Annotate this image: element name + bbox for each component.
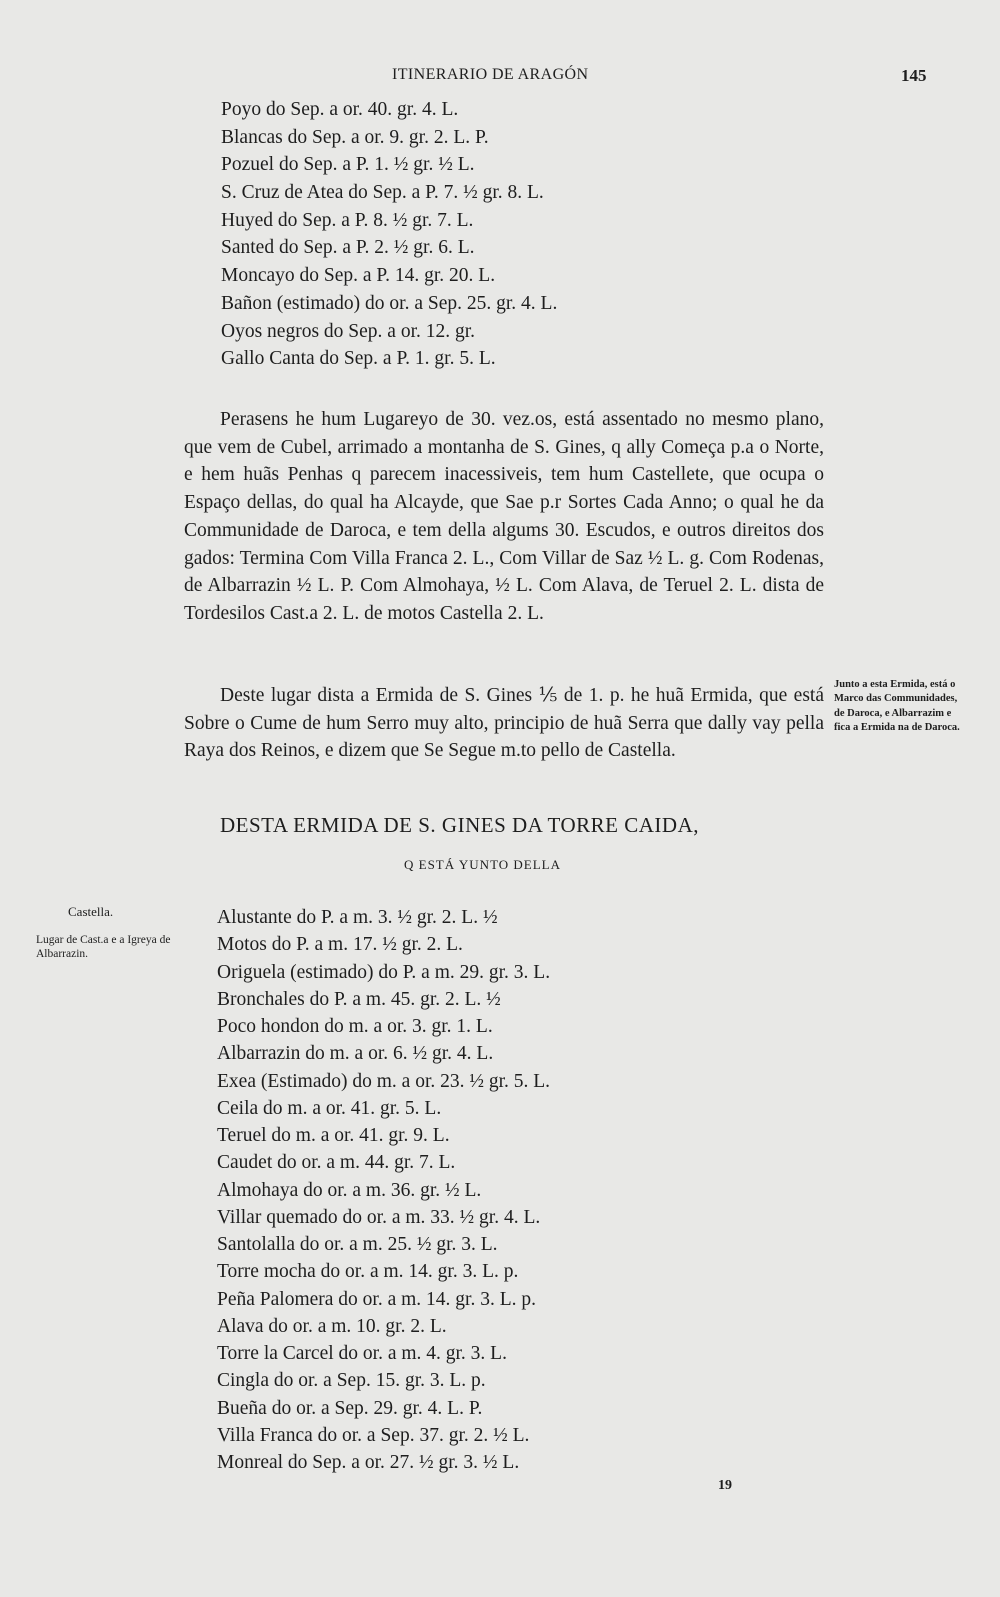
list-item: Bronchales do P. a m. 45. gr. 2. L. ½ (217, 988, 501, 1010)
list-item: Alava do or. a m. 10. gr. 2. L. (217, 1315, 447, 1337)
running-header: ITINERARIO DE ARAGÓN (392, 66, 589, 83)
list-item: Santed do Sep. a P. 2. ½ gr. 6. L. (221, 237, 475, 259)
list-item: Santolalla do or. a m. 25. ½ gr. 3. L. (217, 1234, 498, 1255)
list-item: Poco hondon do m. a or. 3. gr. 1. L. (217, 1016, 493, 1037)
list-item: Bueña do or. a Sep. 29. gr. 4. L. P. (217, 1397, 483, 1419)
list-item: Torre la Carcel do or. a m. 4. gr. 3. L. (217, 1343, 507, 1364)
margin-note-right: Junto a esta Ermida, está o Marco das Communidades, de Daroca, e Albarrazim e fica a Ermida na de Daroca. (834, 679, 960, 733)
list-item: Albarrazin do m. a or. 6. ½ gr. 4. L. (217, 1043, 494, 1065)
section-heading: DESTA ERMIDA DE S. GINES DA TORRE CAIDA, (220, 813, 699, 837)
list-item: Origuela (estimado) do P. a m. 29. gr. 3. L. (217, 961, 551, 983)
list-item: Villar quemado do or. a m. 33. ½ gr. 4. L. (217, 1206, 541, 1228)
list-item: Peña Palomera do or. a m. 14. gr. 3. L. p. (217, 1288, 536, 1310)
paragraph-ermida: Deste lugar dista a Ermida de S. Gines ⅕ de 1. p. he huã Ermida, que está Sobre o Cume de hum Serro muy alto, principio de huã Serra que dally vay pella Raya dos Reinos, e dizem que Se Segue m.to pello de Castella. (184, 685, 824, 762)
margin-note-left-lugar: Lugar de Cast.a e a Igreya de Albarrazin. (36, 934, 171, 960)
list-item: Almohaya do or. a m. 36. gr. ½ L. (217, 1179, 482, 1201)
list-item: Exea (Estimado) do m. a or. 23. ½ gr. 5. L. (217, 1070, 551, 1092)
margin-note-left-castella: Castella. (68, 904, 114, 919)
list-item: S. Cruz de Atea do Sep. a P. 7. ½ gr. 8. L. (221, 182, 544, 204)
list-item: Bañon (estimado) do or. a Sep. 25. gr. 4. L. (221, 292, 558, 314)
list-item: Cingla do or. a Sep. 15. gr. 3. L. p. (217, 1370, 486, 1392)
list-item: Gallo Canta do Sep. a P. 1. gr. 5. L. (221, 348, 496, 370)
paragraph-perasens: Perasens he hum Lugareyo de 30. vez.os, está assentado no mesmo plano, que vem de Cubel, arrimado a montanha de S. Gines, q ally Começa p.a o Norte, e hem huãs Penhas q parecem inacessiveis, tem hum Castellete, que ocupa o Espaço dellas, do qual ha Alcayde, que Sae p.r Sortes Cada Anno; o qual he da Communidade de Daroca, e tem della algums 30. Escudos, e outros direitos dos gados: Termina Com Villa Franca 2. L., Com Villar de Saz ½ L. g. Com Rodenas, de Albarrazin ½ L. P. Com Almohaya, ½ L. Com Alava, de Teruel 2. L. dista de Tordesilos Cast.a 2. L. de motos Castella 2. L. (184, 409, 824, 624)
list-item: Huyed do Sep. a P. 8. ½ gr. 7. L. (221, 209, 474, 231)
list-item: Torre mocha do or. a m. 14. gr. 3. L. p. (217, 1261, 519, 1283)
distance-list-bottom (217, 904, 550, 1476)
list-item: Motos do P. a m. 17. ½ gr. 2. L. (217, 934, 463, 956)
page-number: 145 (901, 66, 927, 85)
distance-list-top (221, 96, 557, 373)
section-subheading: Q ESTÁ YUNTO DELLA (404, 857, 562, 872)
list-item: Teruel do m. a or. 41. gr. 9. L. (217, 1125, 450, 1146)
list-item: Alustante do P. a m. 3. ½ gr. 2. L. ½ (217, 907, 498, 928)
list-item: Poyo do Sep. a or. 40. gr. 4. L. (221, 99, 459, 120)
list-item: Moncayo do Sep. a P. 14. gr. 20. L. (221, 265, 496, 287)
list-item: Villa Franca do or. a Sep. 37. gr. 2. ½ L. (217, 1424, 530, 1446)
list-item: Oyos negros do Sep. a or. 12. gr. (221, 320, 476, 342)
list-item: Ceila do m. a or. 41. gr. 5. L. (217, 1097, 442, 1119)
list-item: Pozuel do Sep. a P. 1. ½ gr. ½ L. (221, 154, 475, 176)
list-item: Blancas do Sep. a or. 9. gr. 2. L. P. (221, 126, 489, 148)
list-item: Caudet do or. a m. 44. gr. 7. L. (217, 1152, 456, 1174)
signature-mark: 19 (718, 1478, 732, 1493)
list-item: Monreal do Sep. a or. 27. ½ gr. 3. ½ L. (217, 1452, 520, 1473)
